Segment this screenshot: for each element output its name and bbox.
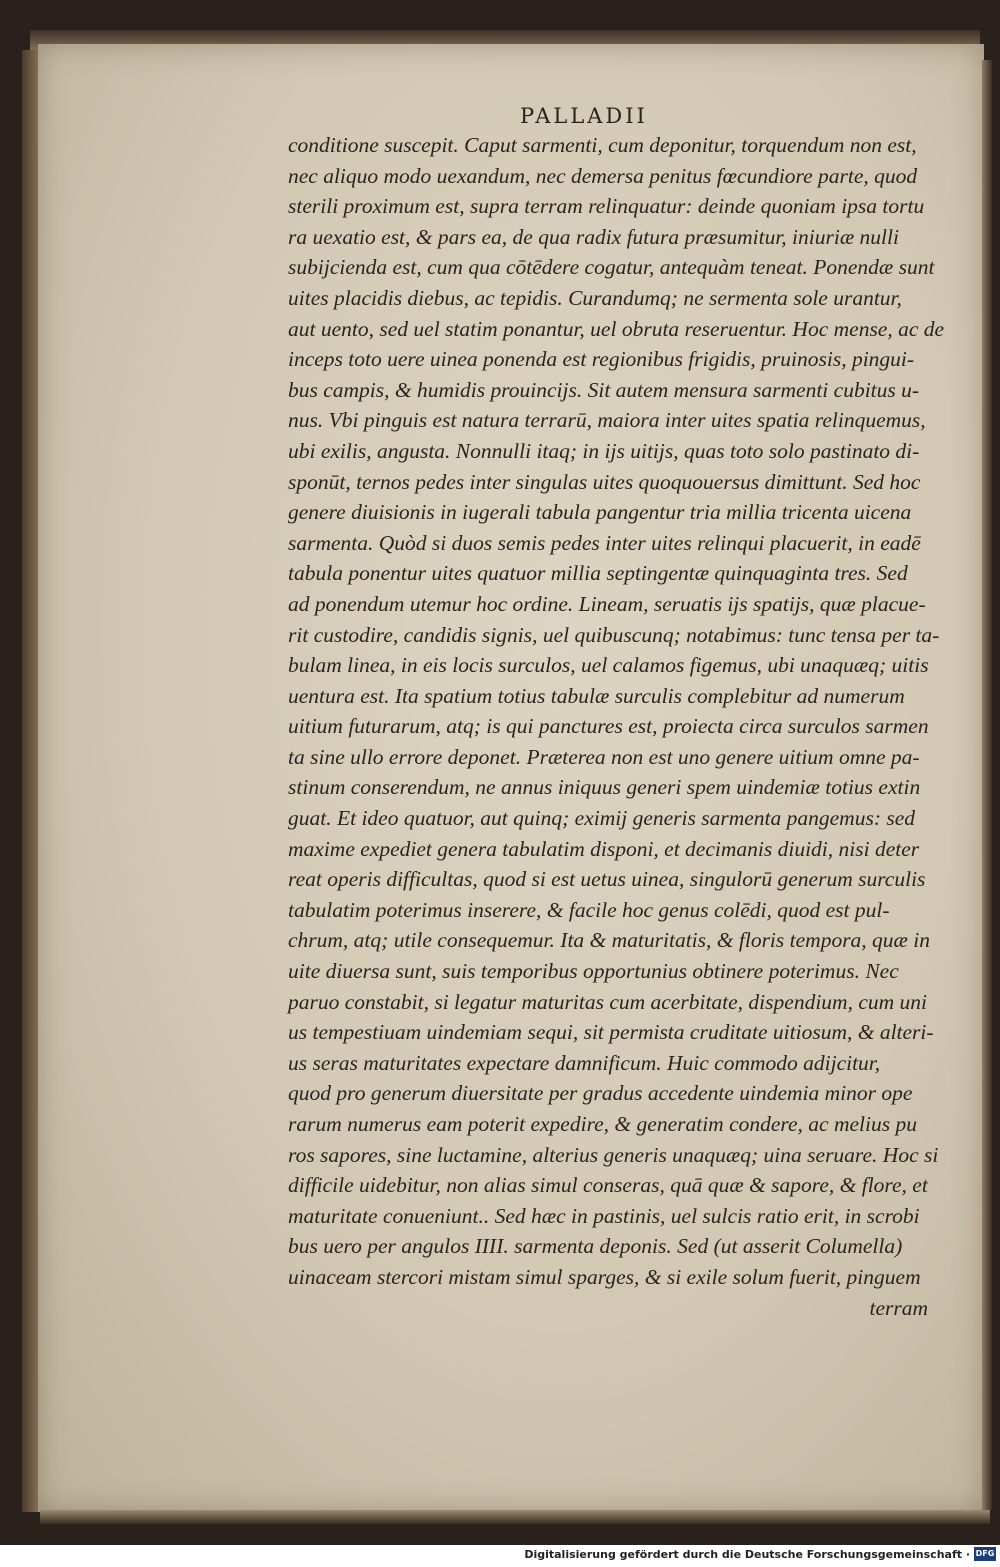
catchword: terram [869, 1295, 928, 1320]
text-line: sterili proximum est, supra terram relinquatur: deinde quoniam ipsa tortu [288, 194, 925, 219]
text-line: subijcienda est, cum qua cōtēdere cogatur, antequàm teneat. Ponendæ sunt [288, 255, 935, 280]
text-line: ad ponendum utemur hoc ordine. Lineam, seruatis ijs spatijs, quæ placue- [288, 591, 926, 616]
text-line: chrum, atq; utile consequemur. Ita & maturitatis, & floris tempora, quæ in [288, 928, 930, 953]
text-line: reat operis difficultas, quod si est uetus uinea, singulorū generum surculis [288, 867, 926, 892]
text-line: uites placidis diebus, ac tepidis. Curandumq; ne sermenta sole urantur, [288, 285, 902, 310]
digitization-credit: Digitalisierung gefördert durch die Deutsche Forschungsgemeinschaft · [524, 1548, 970, 1561]
text-line: sarmenta. Quòd si duos semis pedes inter uites relinqui placuerit, in eadē [288, 530, 921, 555]
text-line: bulam linea, in eis locis surculos, uel calamos figemus, ubi unaquæq; uitis [288, 653, 929, 678]
text-line: bus uero per angulos IIII. sarmenta deponis. Sed (ut asserit Columella) [288, 1234, 903, 1259]
text-line: tabula ponentur uites quatuor millia septingentæ quinquaginta tres. Sed [288, 561, 908, 586]
text-line: us tempestiuam uindemiam sequi, sit permista cruditate uitiosum, & alteri- [288, 1020, 934, 1045]
text-line: bus campis, & humidis prouincijs. Sit autem mensura sarmenti cubitus u- [288, 377, 920, 402]
dfg-logo: DFG [974, 1547, 996, 1561]
text-line: us seras maturitates expectare damnificum. Huic commodo adijcitur, [288, 1050, 881, 1075]
text-line: uitium futurarum, atq; is qui panctures est, proiecta circa surculos sarmen [288, 714, 929, 739]
text-line: conditione suscepit. Caput sarmenti, cum deponitur, torquendum non est, [288, 133, 917, 157]
running-head: PALLADII [520, 104, 648, 128]
text-line: maturitate conueniunt.. Sed hæc in pastinis, uel sulcis ratio erit, in scrobi [288, 1203, 920, 1228]
text-line: maxime expediet genera tabulatim disponi, et decimanis diuidi, nisi deter [288, 836, 920, 861]
text-block [288, 130, 948, 1323]
text-line: genere diuisionis in iugerali tabula pangentur tria millia tricenta uicena [288, 500, 912, 525]
text-line: guat. Et ideo quatuor, aut quinq; eximij generis sarmenta pangemus: sed [288, 806, 916, 831]
text-line: uinaceam stercori mistam simul sparges, & si exile solum fuerit, pinguem [288, 1264, 921, 1289]
text-line: uite diuersa sunt, suis temporibus opportunius obtinere poterimus. Nec [288, 959, 899, 984]
text-line: ros sapores, sine luctamine, alterius generis unaquæq; uina seruare. Hoc si [288, 1142, 939, 1167]
page-edge-right [982, 60, 992, 1510]
page-edge-bottom [40, 1510, 990, 1524]
text-line: rarum numerus eam poterit expedire, & generatim condere, ac melius pu [288, 1112, 917, 1136]
text-line: nec aliquo modo uexandum, nec demersa penitus fœcundiore parte, quod [288, 163, 918, 188]
text-line: ra uexatio est, & pars ea, de qua radix futura præsumitur, iniuriæ nulli [288, 224, 899, 249]
text-line: stinum conserendum, ne annus iniquus generi spem uindemiæ totius extin [288, 775, 921, 800]
text-line: uentura est. Ita spatium totius tabulæ surculis complebitur ad numerum [288, 683, 905, 708]
text-line: ta sine ullo errore deponet. Præterea non est uno genere uitium omne pa- [288, 744, 920, 769]
text-line: rit custodire, candidis signis, uel quibuscunq; notabimus: tunc tensa per ta- [288, 622, 940, 647]
text-line: inceps toto uere uinea ponenda est regionibus frigidis, pruinosis, pingui- [288, 347, 915, 372]
text-line: ubi exilis, angusta. Nonnulli itaq; in ijs uitijs, quas toto solo pastinato di- [288, 438, 920, 463]
text-line: difficile uidebitur, non alias simul conseras, quā quæ & sapore, & flore, et [288, 1173, 928, 1198]
text-line: aut uento, sed uel statim ponantur, uel obruta reseruentur. Hoc mense, ac de [288, 316, 945, 341]
text-line: sponūt, ternos pedes inter singulas uites quoquouersus dimittunt. Sed hoc [288, 469, 921, 494]
text-line: quod pro generum diuersitate per gradus accedente uindemia minor ope [288, 1081, 913, 1106]
text-line: tabulatim poterimus inserere, & facile hoc genus colēdi, quod est pul- [288, 897, 890, 922]
text-line: nus. Vbi pinguis est natura terrarū, maiora inter uites spatia relinquemus, [288, 408, 926, 433]
text-line: paruo constabit, si legatur maturitas cum acerbitate, dispendium, cum uni [288, 989, 927, 1014]
